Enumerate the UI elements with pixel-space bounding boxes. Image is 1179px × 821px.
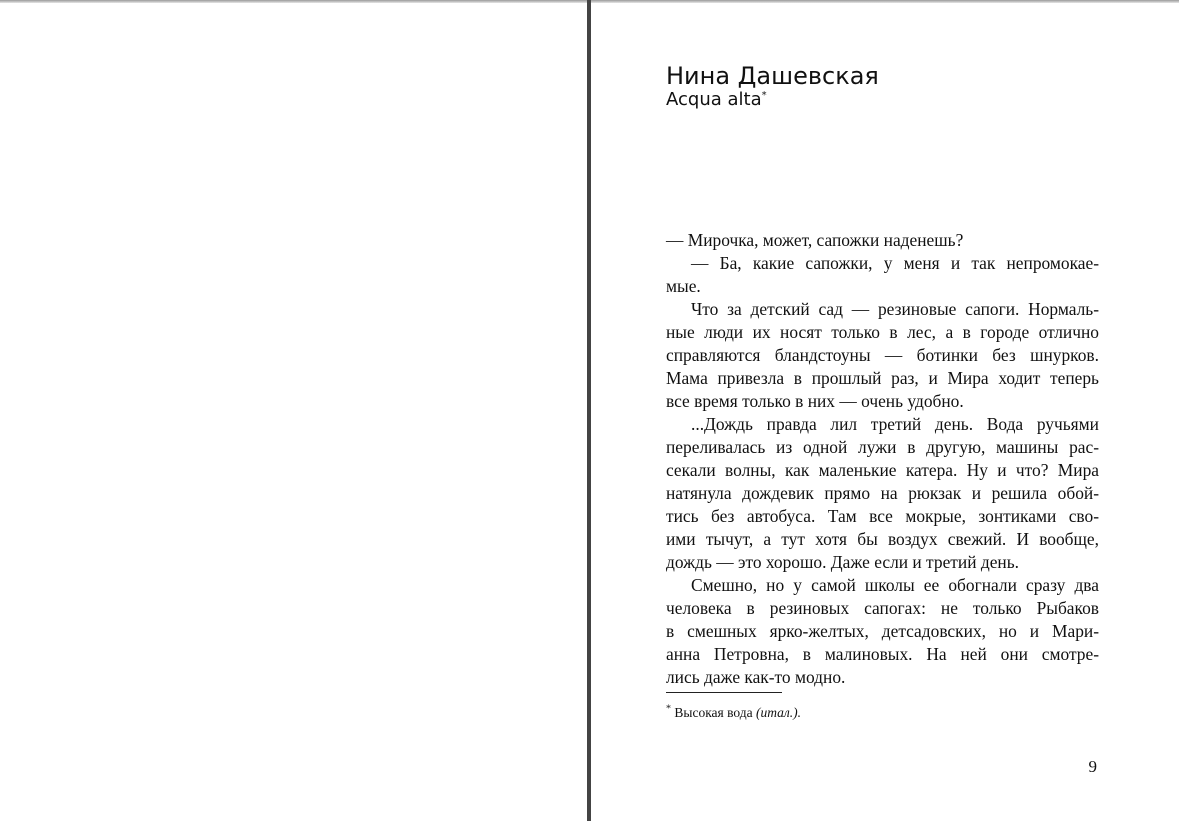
left-page-blank xyxy=(0,3,587,821)
body-line: все время только в них — очень удобно. xyxy=(666,391,964,411)
footnote-marker: * xyxy=(761,90,767,101)
body-line: в смешных ярко-желтых, детсадовских, но и Мари- xyxy=(666,621,1099,641)
body-line: переливалась из одной лужи в другую, машины рас- xyxy=(666,437,1099,457)
right-page xyxy=(591,3,1179,821)
body-line: — Ба, какие сапожки, у меня и так непромокае- xyxy=(691,253,1099,273)
body-line: ные люди их носят только в лес, а в городе отлично xyxy=(666,322,1099,342)
body-line: ...Дождь правда лил третий день. Вода ручьями xyxy=(691,414,1099,434)
footnote-text: Высокая вода xyxy=(674,705,753,720)
footnote xyxy=(666,703,801,723)
body-line: Смешно, но у самой школы ее обогнали сразу два xyxy=(691,575,1099,595)
story-title xyxy=(666,89,767,111)
story-body xyxy=(666,229,1099,689)
body-line: дождь — это хорошо. Даже если и третий день. xyxy=(666,552,1020,572)
body-line: тись без автобуса. Там все мокрые, зонтиками сво- xyxy=(666,506,1099,526)
body-line: лись даже как-то модно. xyxy=(666,667,846,687)
footnote-language-note: (итал.). xyxy=(756,705,802,720)
body-line: Что за детский сад — резиновые сапоги. Нормаль- xyxy=(691,299,1099,319)
body-line: натянула дождевик прямо на рюкзак и решила обой- xyxy=(666,483,1099,503)
body-line: человека в резиновых сапогах: не только Рыбаков xyxy=(666,598,1099,618)
body-line: мые. xyxy=(666,276,701,296)
author-name: Нина Дашевская xyxy=(666,62,879,90)
body-line: справляются бландстоуны — ботинки без шнурков. xyxy=(666,345,1099,365)
body-line: ими тычут, а тут хотя бы воздух свежий. И вообще, xyxy=(666,529,1099,549)
footnote-divider xyxy=(666,692,782,693)
body-line: анна Петровна, в малиновых. На ней они смотре- xyxy=(666,644,1099,664)
body-line: Мама привезла в прошлый раз, и Мира ходит теперь xyxy=(666,368,1099,388)
page-number: 9 xyxy=(1088,757,1097,776)
body-line: секали волны, как маленькие катера. Ну и что? Мира xyxy=(666,460,1099,480)
story-title-text: Acqua alta xyxy=(666,89,762,110)
footnote-marker: * xyxy=(666,703,671,715)
body-line: — Мирочка, может, сапожки наденешь? xyxy=(666,230,964,250)
